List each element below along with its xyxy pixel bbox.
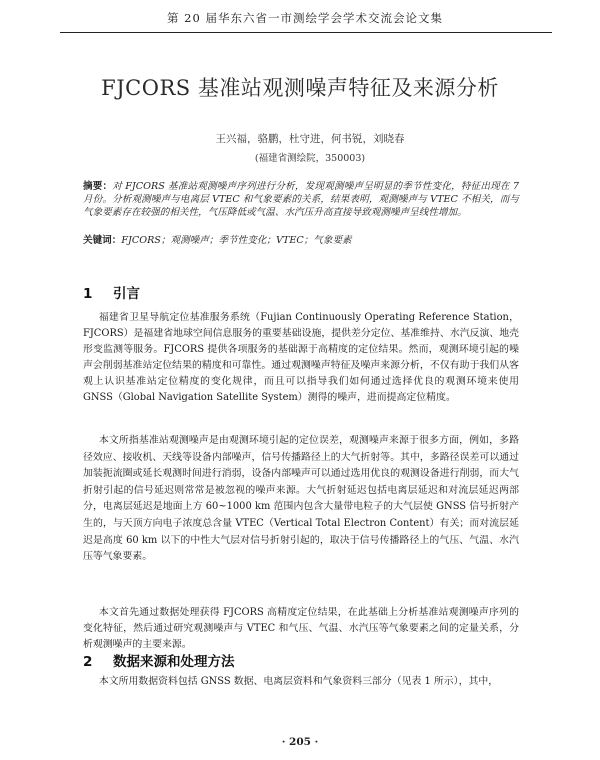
keywords-text: FJCORS；观测噪声；季节性变化；VTEC；气象要素 [121, 235, 352, 246]
section-title: 引言 [113, 286, 140, 302]
abstract-label: 摘要： [83, 181, 113, 192]
running-header: 第 20 届华东六省一市测绘学会学术交流会论文集 [167, 11, 443, 25]
section-heading-introduction [83, 282, 140, 302]
header-rule [60, 32, 552, 33]
paper-title: FJCORS 基准站观测噪声特征及来源分析 [101, 76, 499, 100]
paragraph: 福建省卫星导航定位基准服务系统（Fujian Continuously Operating Reference Station，FJCORS）是福建省地球空间信息服务的重要基础设施，提供差分定位、基准维持、水汽反演、地壳形变监测等服务。FJCORS 提供各项服务的基础源于高精度的定位结果。然而，观测环境引起的噪声会削弱基准站定位结果的精度和可靠性。通过观测噪声特征及噪声来源分析，不仅有助于我们从客观上认识基准站定位精度的变化规律，而且可以指导我们如何通过选择优良的观测环境来使用 GNSS（Global Navigation Satellite System）测得的噪声，进而提高定位精度。 [83, 312, 519, 403]
keywords [83, 234, 519, 247]
section-number: 1 [83, 286, 93, 302]
keywords-label: 关键词： [83, 235, 122, 246]
author-list: 王兴福，骆鹏，杜守进，何书锐，刘晓春 [215, 133, 405, 145]
abstract [83, 180, 519, 220]
abstract-text: 对 FJCORS 基准站观测噪声序列进行分析，发现观测噪声呈明显的季节性变化，特征出现在 7 月份。分析观测噪声与电离层 VTEC 和气象要素的关系，结果表明，观测噪声与 VTEC 不相关，而与气象要素存在较强的相关性，气压降低或气温、水汽压升高直接导致观测噪声呈线性增加。 [83, 181, 519, 219]
paragraph: 本文首先通过数据处理获得 FJCORS 高精度定位结果，在此基础上分析基准站观测噪声序列的变化特征，然后通过研究观测噪声与 VTEC 和气压、气温、水汽压等气象要素之间的定量关系，分析观测噪声的主要来源。 [83, 607, 519, 650]
paragraph: 本文所指基准站观测噪声是由观测环境引起的定位误差，观测噪声来源于很多方面，例如，多路径效应、接收机、天线等设备内部噪声，信号传播路径上的大气折射等。其中，多路径误差可以通过加装扼流圈或延长观测时间进行消弱，设备内部噪声可以通过选用优良的观测设备进行削弱，而大气折射引起的信号延迟则常常是被忽视的噪声来源。大气折射延迟包括电离层延迟和对流层延迟两部分，电离层延迟是地面上方 60~1000 km 范围内包含大量带电粒子的大气层使 GNSS 信号折射产生的，与天顶方向电子浓度总含量 VTEC（Vertical Total Electron Content）有关；而对流层延迟是高度 60 km 以下的中性大气层对信号折射引起的，取决于信号传播路径上的气压、气温、水汽压等气象要素。 [83, 435, 519, 563]
section-number: 2 [83, 654, 93, 670]
page-number: · 205 · [281, 736, 319, 748]
affiliation: (福建省测绘院，350003) [254, 153, 366, 164]
paragraph: 本文所用数据资料包括 GNSS 数据、电离层资料和气象资料三部分（见表 1 所示），其中， [98, 676, 499, 687]
section-title: 数据来源和处理方法 [113, 654, 235, 670]
section-heading-data-sources [83, 650, 235, 670]
